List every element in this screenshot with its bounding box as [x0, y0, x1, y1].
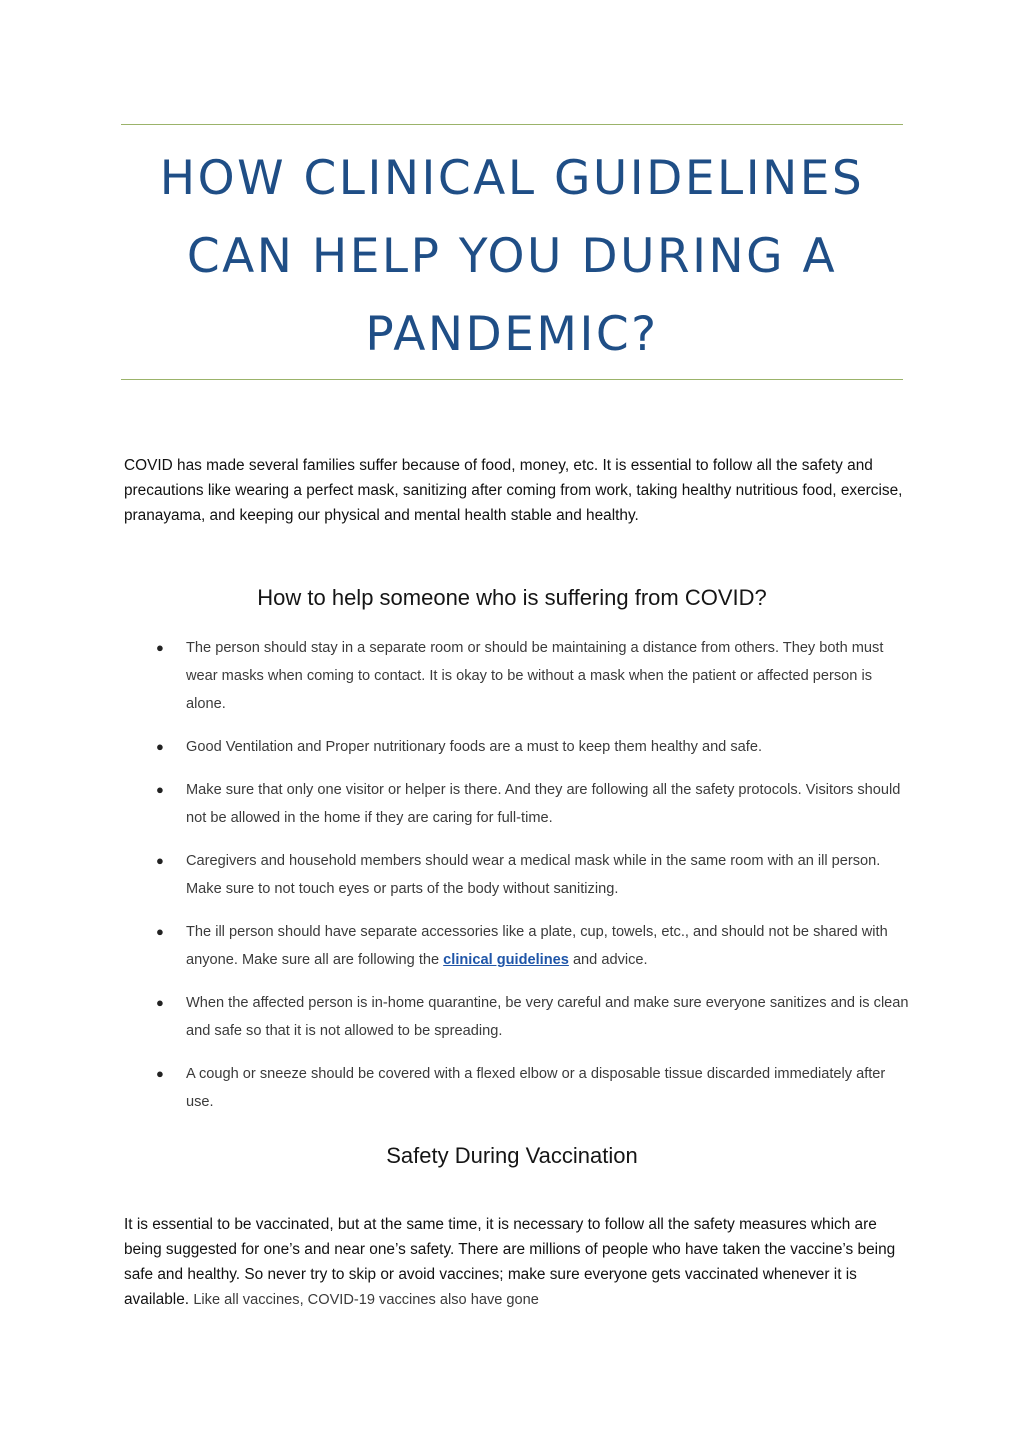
list-item-text: When the affected person is in-home quarantine, be very careful and make sure everyone sanitizes and is clean and safe so that it is not allowed to be spreading. [186, 995, 909, 1039]
bullet-icon: ● [156, 640, 164, 655]
list-item [150, 776, 910, 832]
vaccination-paragraph-tail: Like all vaccines, COVID-19 vaccines also have gone [193, 1292, 539, 1308]
list-item-text: Make sure that only one visitor or helper is there. And they are following all the safety protocols. Visitors should not be allowed in the home if they are caring for full-time. [186, 782, 901, 826]
intro-paragraph: COVID has made several families suffer because of food, money, etc. It is essential to follow all the safety and precautions like wearing a perfect mask, sanitizing after coming from work, taking healthy nutritious food, exercise, pranayama, and keeping our physical and mental health stable and healthy. [124, 457, 903, 524]
bullet-icon: ● [156, 995, 164, 1010]
list-item [150, 847, 910, 903]
bullet-icon: ● [156, 739, 164, 754]
page-title: HOW CLINICAL GUIDELINES CAN HELP YOU DURING A PANDEMIC? [159, 151, 865, 362]
help-tips-list [150, 634, 910, 1131]
list-item-text-before-link: The ill person should have separate accessories like a plate, cup, towels, etc., and should not be shared with anyone. Make sure all are following the [186, 924, 888, 968]
clinical-guidelines-link[interactable]: clinical guidelines [443, 952, 569, 968]
vaccination-paragraph-text: It is essential to be vaccinated, but at the same time, it is necessary to follow all the safety measures which are being suggested for one’s and near one’s safety. There are millions of people who have taken the vaccine’s being safe and healthy. So never try to skip or avoid vaccines; make sure everyone gets vaccinated whenever it is available. [124, 1216, 896, 1308]
list-item-text: A cough or sneeze should be covered with a flexed elbow or a disposable tissue discarded immediately after use. [186, 1066, 886, 1110]
list-item [150, 918, 910, 974]
list-item-text: Good Ventilation and Proper nutritionary foods are a must to keep them healthy and safe. [186, 739, 762, 755]
list-item [150, 634, 910, 718]
section-heading-vaccination: Safety During Vaccination [386, 1143, 638, 1168]
bullet-icon: ● [156, 924, 164, 939]
list-item-text-after-link: and advice. [568, 952, 648, 968]
list-item-text: Caregivers and household members should wear a medical mask while in the same room with an ill person. Make sure to not touch eyes or parts of the body without sanitizing. [186, 853, 881, 897]
list-item [150, 989, 910, 1045]
bullet-icon: ● [156, 782, 164, 797]
list-item [150, 733, 910, 761]
vaccination-paragraph [124, 1212, 914, 1313]
section-heading-help-someone: How to help someone who is suffering from COVID? [257, 585, 767, 610]
title-bottom-rule [121, 379, 903, 380]
bullet-icon: ● [156, 1066, 164, 1081]
bullet-icon: ● [156, 853, 164, 868]
list-item [150, 1060, 910, 1116]
title-top-rule [121, 124, 903, 125]
list-item-text: The person should stay in a separate room or should be maintaining a distance from others. They both must wear masks when coming to contact. It is okay to be without a mask when the patient or affected person is alone. [186, 640, 884, 712]
